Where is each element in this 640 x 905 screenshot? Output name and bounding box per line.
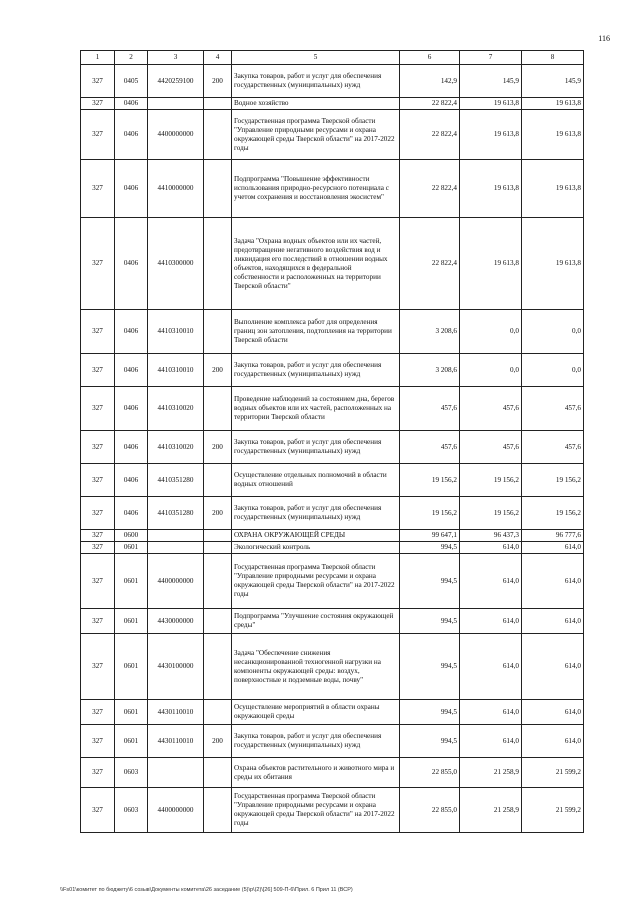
cell-section-code: 0601 [115,542,148,554]
cell-amount-2022: 19 156,2 [522,464,584,497]
cell-admin-code: 327 [81,609,115,634]
cell-amount-2020: 22 822,4 [400,218,460,310]
column-header: 7 [460,51,522,65]
cell-section-code: 0603 [115,758,148,788]
cell-amount-2022: 19 613,8 [522,98,584,110]
cell-amount-2022: 21 599,2 [522,758,584,788]
cell-admin-code: 327 [81,554,115,609]
cell-amount-2022: 145,9 [522,65,584,98]
cell-admin-code: 327 [81,497,115,530]
cell-amount-2022: 96 777,6 [522,530,584,542]
cell-target-code: 4410310020 [148,387,204,431]
table-row [81,310,584,354]
cell-description: Государственная программа Тверской области "Управление природными ресурсами и охрана окружающей среды Тверской области" на 2017-2022 годы [232,110,400,160]
cell-amount-2021: 614,0 [460,634,522,700]
cell-amount-2020: 3 208,6 [400,354,460,387]
cell-amount-2022: 614,0 [522,700,584,725]
cell-amount-2021: 19 156,2 [460,497,522,530]
cell-amount-2021: 457,6 [460,431,522,464]
cell-amount-2021: 0,0 [460,310,522,354]
cell-amount-2021: 19 613,8 [460,160,522,218]
cell-amount-2022: 457,6 [522,387,584,431]
cell-expense-type [204,609,232,634]
cell-amount-2021: 614,0 [460,542,522,554]
cell-target-code: 4400000000 [148,788,204,833]
cell-description: Государственная программа Тверской области "Управление природными ресурсами и охрана окружающей среды Тверской области" на 2017-2022 годы [232,788,400,833]
table-row [81,609,584,634]
cell-amount-2021: 457,6 [460,387,522,431]
cell-amount-2020: 22 822,4 [400,98,460,110]
cell-section-code: 0601 [115,725,148,758]
cell-target-code [148,530,204,542]
cell-admin-code: 327 [81,700,115,725]
cell-expense-type [204,554,232,609]
cell-amount-2021: 19 613,8 [460,218,522,310]
cell-section-code: 0406 [115,218,148,310]
cell-expense-type [204,110,232,160]
cell-amount-2020: 994,5 [400,609,460,634]
cell-description: Проведение наблюдений за состоянием дна, берегов водных объектов или их частей, расположенных на территории Тверской области [232,387,400,431]
cell-description: Экологический контроль [232,542,400,554]
table-row [81,98,584,110]
cell-section-code: 0601 [115,634,148,700]
cell-target-code: 4410310010 [148,354,204,387]
cell-section-code: 0406 [115,310,148,354]
cell-section-code: 0601 [115,700,148,725]
table-row [81,530,584,542]
cell-description: Подпрограмма "Повышение эффективности использования природно-ресурсного потенциала с учетом сохранения и восстановления экосистем" [232,160,400,218]
cell-description: Подпрограмма "Улучшение состояния окружающей среды" [232,609,400,634]
cell-section-code: 0406 [115,354,148,387]
cell-amount-2021: 19 613,8 [460,98,522,110]
cell-amount-2021: 96 437,3 [460,530,522,542]
cell-expense-type [204,98,232,110]
cell-amount-2021: 19 156,2 [460,464,522,497]
cell-amount-2020: 994,5 [400,725,460,758]
cell-admin-code: 327 [81,98,115,110]
cell-amount-2020: 19 156,2 [400,497,460,530]
cell-description: Задача "Охрана водных объектов или их частей, предотвращение негативного воздействия вод и ликвидация его последствий в отношении водных объектов, находящихся в федеральной собственности и расположенных на территории Тверской области" [232,218,400,310]
table-header-row [81,51,584,65]
table-row [81,634,584,700]
cell-target-code: 4410310020 [148,431,204,464]
cell-section-code: 0601 [115,554,148,609]
cell-amount-2021: 614,0 [460,609,522,634]
cell-description: Закупка товаров, работ и услуг для обеспечения государственных (муниципальных) нужд [232,497,400,530]
cell-description: ОХРАНА ОКРУЖАЮЩЕЙ СРЕДЫ [232,530,400,542]
cell-amount-2020: 3 208,6 [400,310,460,354]
cell-expense-type [204,700,232,725]
table-row [81,758,584,788]
cell-section-code: 0406 [115,464,148,497]
cell-section-code: 0406 [115,497,148,530]
cell-target-code: 4410300000 [148,218,204,310]
column-header: 4 [204,51,232,65]
table-row [81,725,584,758]
cell-target-code: 4410000000 [148,160,204,218]
table-row [81,554,584,609]
cell-amount-2022: 614,0 [522,542,584,554]
cell-amount-2022: 19 613,8 [522,218,584,310]
cell-expense-type: 200 [204,725,232,758]
cell-expense-type [204,634,232,700]
cell-description: Водное хозяйство [232,98,400,110]
cell-amount-2020: 19 156,2 [400,464,460,497]
column-header: 3 [148,51,204,65]
cell-admin-code: 327 [81,387,115,431]
cell-admin-code: 327 [81,431,115,464]
cell-expense-type [204,542,232,554]
cell-description: Задача "Обеспечение снижения несанкционированной техногенной нагрузки на компоненты окружающей среды: воздух, поверхностные и подземные воды, почву" [232,634,400,700]
table-row [81,65,584,98]
table-row [81,387,584,431]
column-header: 8 [522,51,584,65]
cell-amount-2022: 19 613,8 [522,110,584,160]
cell-description: Выполнение комплекса работ для определения границ зон затопления, подтопления на территории Тверской области [232,310,400,354]
cell-description: Закупка товаров, работ и услуг для обеспечения государственных (муниципальных) нужд [232,65,400,98]
cell-expense-type [204,387,232,431]
cell-expense-type: 200 [204,65,232,98]
cell-amount-2020: 457,6 [400,431,460,464]
cell-expense-type [204,788,232,833]
cell-amount-2022: 21 599,2 [522,788,584,833]
cell-description: Закупка товаров, работ и услуг для обеспечения государственных (муниципальных) нужд [232,431,400,464]
cell-target-code [148,758,204,788]
cell-amount-2022: 457,6 [522,431,584,464]
cell-amount-2020: 22 822,4 [400,160,460,218]
cell-admin-code: 327 [81,530,115,542]
cell-expense-type [204,464,232,497]
cell-section-code: 0600 [115,530,148,542]
cell-amount-2021: 614,0 [460,554,522,609]
cell-admin-code: 327 [81,464,115,497]
cell-target-code: 4400000000 [148,554,204,609]
cell-target-code: 4430110010 [148,700,204,725]
cell-amount-2022: 19 156,2 [522,497,584,530]
table-row [81,110,584,160]
column-header: 2 [115,51,148,65]
cell-description: Осуществление мероприятий в области охраны окружающей среды [232,700,400,725]
table-row [81,788,584,833]
cell-amount-2021: 614,0 [460,725,522,758]
cell-amount-2022: 614,0 [522,634,584,700]
table-row [81,218,584,310]
cell-target-code: 4410351280 [148,464,204,497]
cell-target-code: 4430100000 [148,634,204,700]
cell-amount-2021: 614,0 [460,700,522,725]
cell-amount-2020: 142,9 [400,65,460,98]
cell-description: Охрана объектов растительного и животного мира и среды их обитания [232,758,400,788]
cell-target-code: 4430110010 [148,725,204,758]
table-row [81,700,584,725]
column-header: 6 [400,51,460,65]
cell-section-code: 0406 [115,431,148,464]
cell-amount-2020: 994,5 [400,542,460,554]
table-row [81,160,584,218]
cell-expense-type: 200 [204,431,232,464]
table-body [81,65,584,833]
cell-expense-type: 200 [204,354,232,387]
cell-amount-2020: 994,5 [400,634,460,700]
cell-amount-2022: 614,0 [522,609,584,634]
cell-expense-type [204,310,232,354]
footer-file-path: \\Fs01\комитет по бюджету\6 созыв\Документы комитета\26 заседание (5)\р\(2)\[26] 509-П-6\Прил. 6 Прил 11 (ВСР) [60,887,353,893]
cell-target-code: 4410310010 [148,310,204,354]
cell-admin-code: 327 [81,160,115,218]
cell-admin-code: 327 [81,542,115,554]
cell-admin-code: 327 [81,218,115,310]
cell-section-code: 0603 [115,788,148,833]
cell-amount-2022: 19 613,8 [522,160,584,218]
cell-target-code: 4430000000 [148,609,204,634]
table-row [81,354,584,387]
cell-admin-code: 327 [81,634,115,700]
cell-amount-2020: 22 855,0 [400,788,460,833]
cell-description: Осуществление отдельных полномочий в области водных отношений [232,464,400,497]
cell-section-code: 0406 [115,387,148,431]
cell-expense-type [204,218,232,310]
cell-amount-2020: 22 822,4 [400,110,460,160]
cell-admin-code: 327 [81,788,115,833]
cell-amount-2021: 21 258,9 [460,758,522,788]
cell-admin-code: 327 [81,725,115,758]
cell-amount-2020: 22 855,0 [400,758,460,788]
cell-expense-type [204,530,232,542]
cell-admin-code: 327 [81,65,115,98]
cell-description: Закупка товаров, работ и услуг для обеспечения государственных (муниципальных) нужд [232,725,400,758]
cell-description: Закупка товаров, работ и услуг для обеспечения государственных (муниципальных) нужд [232,354,400,387]
table-row [81,431,584,464]
cell-target-code [148,98,204,110]
cell-amount-2020: 994,5 [400,554,460,609]
cell-amount-2021: 145,9 [460,65,522,98]
cell-section-code: 0406 [115,98,148,110]
cell-admin-code: 327 [81,310,115,354]
cell-amount-2020: 457,6 [400,387,460,431]
cell-amount-2022: 0,0 [522,310,584,354]
cell-section-code: 0406 [115,110,148,160]
table-row [81,542,584,554]
cell-target-code: 4400000000 [148,110,204,160]
cell-amount-2021: 21 258,9 [460,788,522,833]
cell-section-code: 0405 [115,65,148,98]
cell-target-code [148,542,204,554]
cell-target-code: 4410351280 [148,497,204,530]
table-row [81,497,584,530]
cell-expense-type: 200 [204,497,232,530]
cell-expense-type [204,758,232,788]
table-row [81,464,584,497]
cell-amount-2022: 614,0 [522,725,584,758]
cell-amount-2021: 19 613,8 [460,110,522,160]
cell-expense-type [204,160,232,218]
cell-admin-code: 327 [81,110,115,160]
column-header: 1 [81,51,115,65]
cell-description: Государственная программа Тверской области "Управление природными ресурсами и охрана окружающей среды Тверской области" на 2017-2022 годы [232,554,400,609]
cell-section-code: 0601 [115,609,148,634]
cell-section-code: 0406 [115,160,148,218]
cell-admin-code: 327 [81,758,115,788]
cell-amount-2020: 994,5 [400,700,460,725]
cell-amount-2020: 99 647,1 [400,530,460,542]
cell-target-code: 4420259100 [148,65,204,98]
page-number: 116 [598,34,610,43]
cell-admin-code: 327 [81,354,115,387]
cell-amount-2022: 614,0 [522,554,584,609]
cell-amount-2021: 0,0 [460,354,522,387]
budget-table [80,50,584,833]
cell-amount-2022: 0,0 [522,354,584,387]
column-header: 5 [232,51,400,65]
